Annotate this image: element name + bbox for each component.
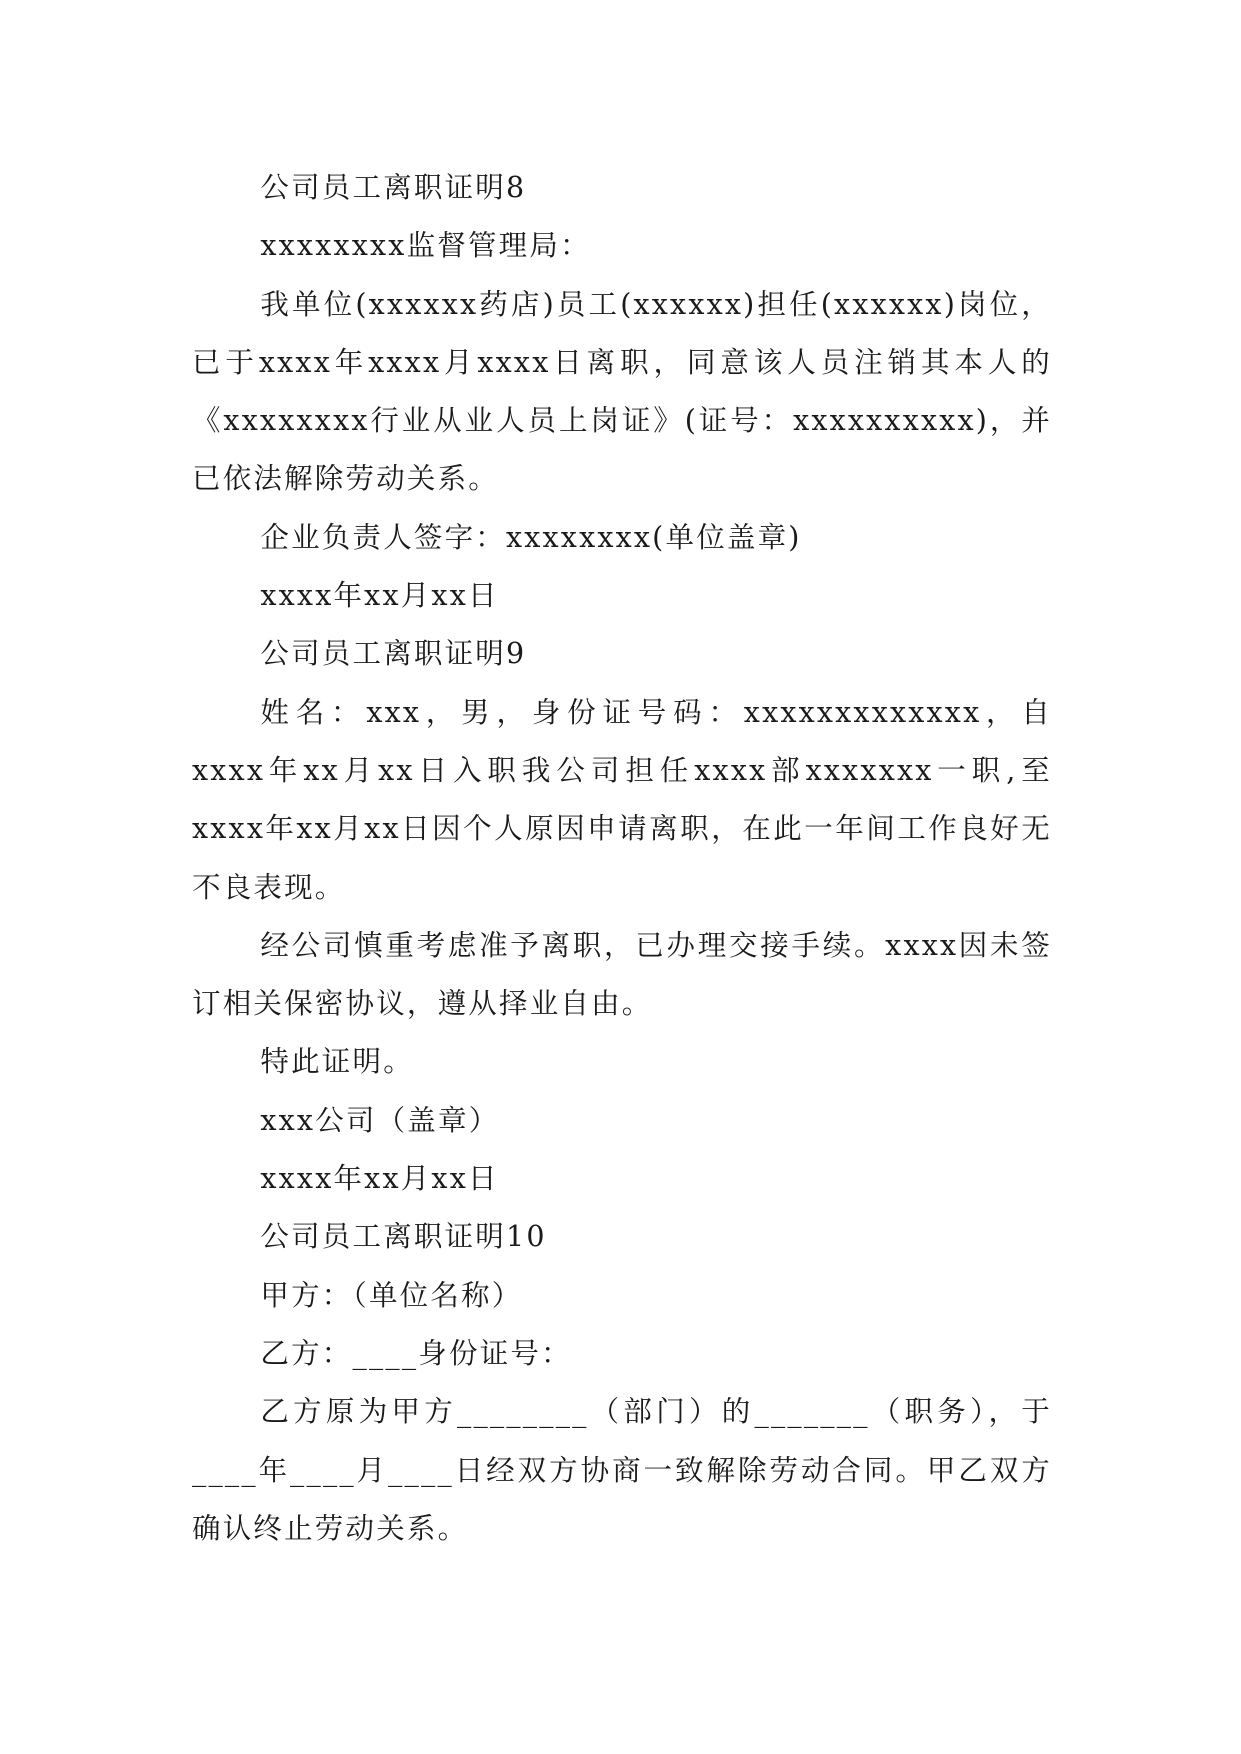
closing-statement: 特此证明。 <box>260 1045 414 1079</box>
date-line: xxxx年xx月xx日 <box>260 579 499 613</box>
addressee: xxxxxxxx监督管理局： <box>260 229 591 263</box>
company-seal-line: xxx公司（盖章） <box>260 1103 500 1137</box>
section-heading-certificate-10: 公司员工离职证明10 <box>260 1220 547 1254</box>
date-line: xxxx年xx月xx日 <box>260 1162 499 1196</box>
body-paragraph: 乙方原为甲方________（部门）的_______（职务），于____年____月____日经双方协商一致解除劳动合同。甲乙双方确认终止劳动关系。 <box>192 1395 1052 1545</box>
document-body <box>192 159 1052 1558</box>
party-b-line: 乙方：____身份证号： <box>260 1336 572 1370</box>
section-heading-certificate-9: 公司员工离职证明9 <box>260 637 527 671</box>
body-paragraph: 姓名：xxx，男，身份证号码：xxxxxxxxxxxxx，自xxxx年xx月xx日入职我公司担任xxxx部xxxxxxx一职,至xxxx年xx月xx日因个人原因申请离职，在此一年间工作良好无不良表现。 <box>192 695 1052 904</box>
section-heading-certificate-8: 公司员工离职证明8 <box>260 171 527 204</box>
party-a-line: 甲方：（单位名称） <box>260 1278 523 1312</box>
body-paragraph: 经公司慎重考虑准予离职，已办理交接手续。xxxx因未签订相关保密协议，遵从择业自由。 <box>192 928 1052 1021</box>
signature-line: 企业负责人签字：xxxxxxxx(单位盖章) <box>260 520 802 554</box>
body-paragraph: 我单位(xxxxxx药店)员工(xxxxxx)担任(xxxxxx)岗位，已于xxxx年xxxx月xxxx日离职，同意该人员注销其本人的《xxxxxxxx行业从业人员上岗证》(证号：xxxxxxxxxx)，并已依法解除劳动关系。 <box>192 287 1052 496</box>
